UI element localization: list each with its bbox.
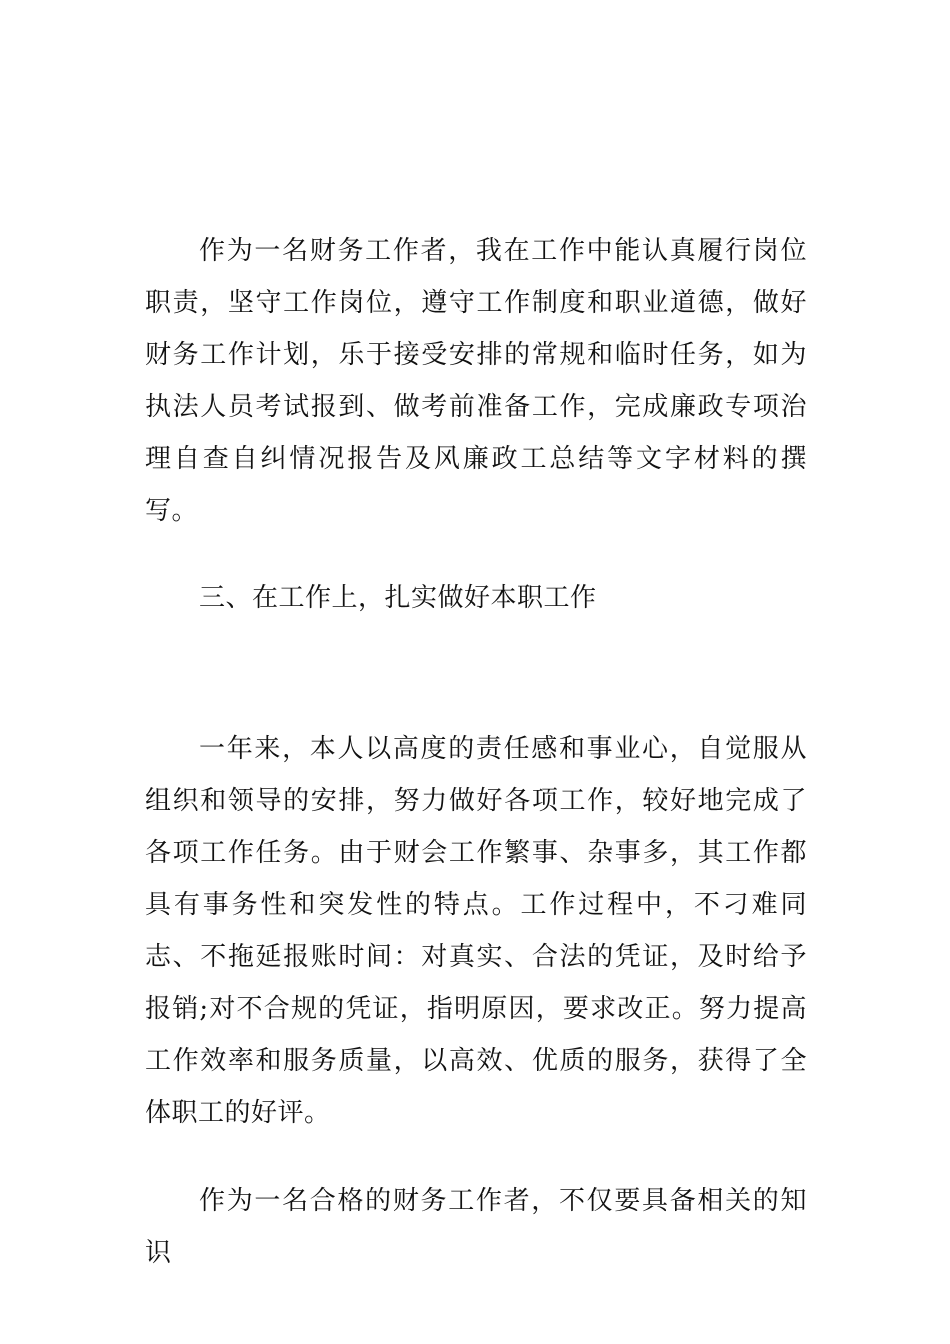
paragraph-work-summary: 一年来，本人以高度的责任感和事业心，自觉服从组织和领导的安排，努力做好各项工作，较好地完成了各项工作任务。由于财会工作繁事、杂事多，其工作都具有事务性和突发性的特点。工作过程中，不刁难同志、不拖延报账时间：对真实、合法的凭证，及时给予报销;对不合规的凭证，指明原因，要求改正。努力提高工作效率和服务质量，以高效、优质的服务，获得了全体职工的好评。 <box>145 734 807 1128</box>
section-heading: 三、在工作上，扎实做好本职工作 <box>199 583 597 613</box>
paragraph-qualification: 作为一名合格的财务工作者，不仅要具备相关的知识 <box>145 1186 807 1268</box>
paragraph-duties: 作为一名财务工作者，我在工作中能认真履行岗位职责，坚守工作岗位，遵守工作制度和职业道德，做好财务工作计划，乐于接受安排的常规和临时任务，如为执法人员考试报到、做考前准备工作，完成廉政专项治理自查自纠情况报告及风廉政工总结等文字材料的撰写。 <box>145 236 807 526</box>
